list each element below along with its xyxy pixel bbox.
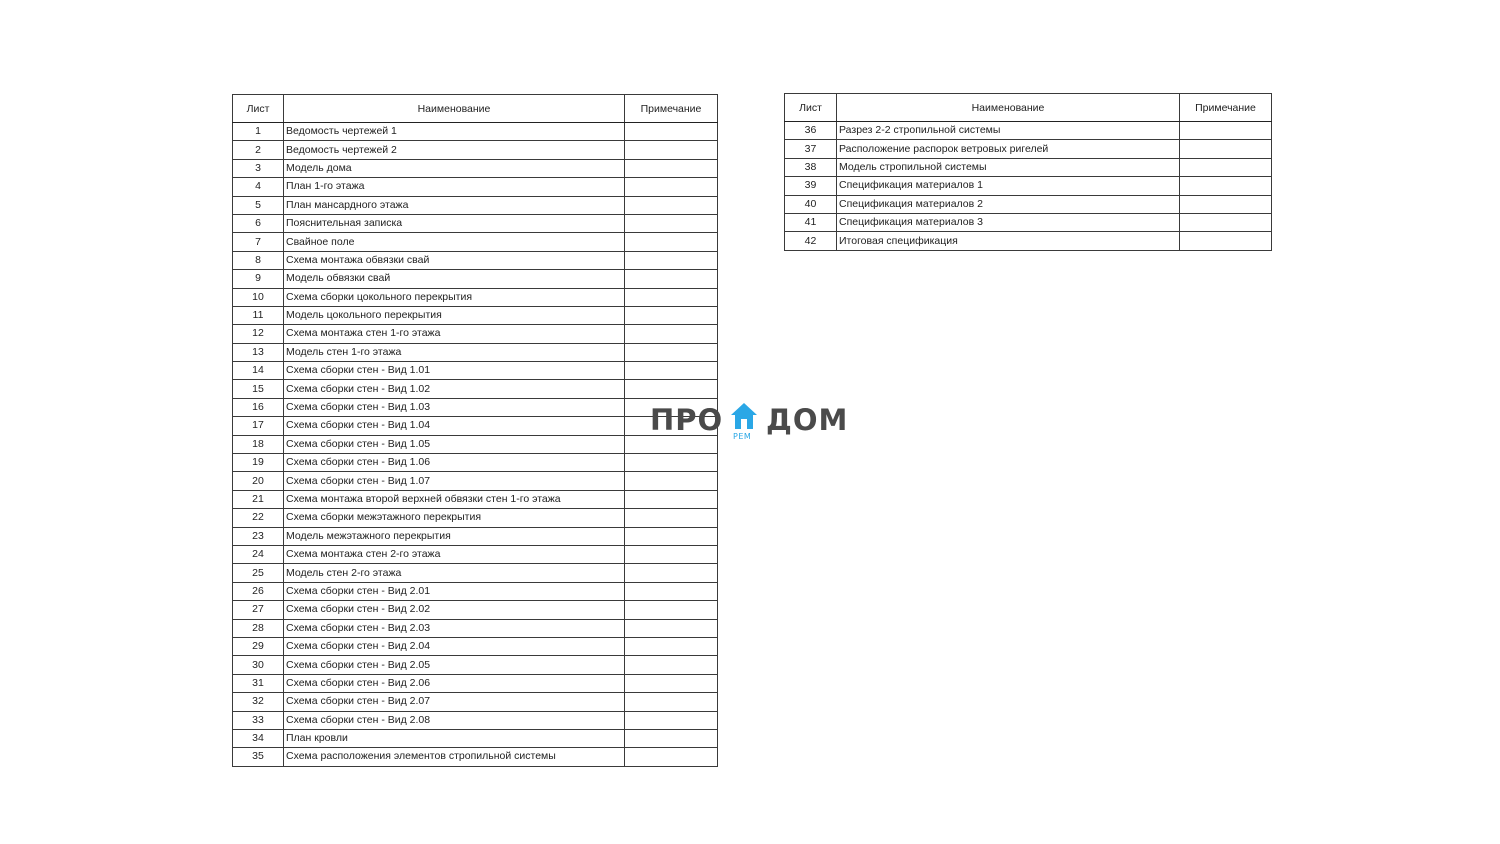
table-row: [233, 196, 718, 214]
sheet-number-cell: 30: [233, 656, 284, 674]
sheet-number-cell: 37: [785, 140, 837, 158]
sheet-note-cell: [625, 325, 718, 343]
sheet-name-cell: Схема сборки стен - Вид 2.07: [284, 693, 625, 711]
sheet-note-cell: [625, 196, 718, 214]
sheet-number-cell: 22: [233, 509, 284, 527]
sheet-number-cell: 6: [233, 214, 284, 232]
table-row: [785, 140, 1272, 158]
sheet-name-cell: Схема сборки стен - Вид 1.07: [284, 472, 625, 490]
sheet-number-cell: 27: [233, 601, 284, 619]
table-row: [785, 122, 1272, 140]
sheet-note-cell: [625, 748, 718, 766]
sheet-name-cell: План мансардного этажа: [284, 196, 625, 214]
sheet-name-cell: Схема сборки стен - Вид 2.06: [284, 674, 625, 692]
sheet-note-cell: [625, 729, 718, 747]
sheet-name-cell: Схема сборки межэтажного перекрытия: [284, 509, 625, 527]
drawing-list-table-right: [784, 93, 1272, 251]
sheet-note-cell: [625, 527, 718, 545]
sheet-number-cell: 25: [233, 564, 284, 582]
sheet-number-cell: 26: [233, 582, 284, 600]
table-row: [233, 711, 718, 729]
sheet-name-cell: Схема сборки стен - Вид 2.02: [284, 601, 625, 619]
sheet-name-cell: Модель дома: [284, 159, 625, 177]
sheet-name-cell: Схема сборки стен - Вид 1.01: [284, 362, 625, 380]
table-row: [233, 417, 718, 435]
sheet-number-cell: 38: [785, 158, 837, 176]
sheet-name-cell: Схема сборки стен - Вид 2.03: [284, 619, 625, 637]
sheet-note-cell: [625, 674, 718, 692]
sheet-note-cell: [625, 159, 718, 177]
table-row: [233, 159, 718, 177]
sheet-name-cell: Спецификация материалов 2: [837, 195, 1180, 213]
sheet-number-cell: 23: [233, 527, 284, 545]
sheet-name-cell: Схема сборки стен - Вид 1.02: [284, 380, 625, 398]
table-row: [233, 214, 718, 232]
sheet-number-cell: 15: [233, 380, 284, 398]
sheet-number-cell: 17: [233, 417, 284, 435]
header-name: Наименование: [837, 94, 1180, 122]
sheet-note-cell: [625, 214, 718, 232]
header-sheet: Лист: [233, 95, 284, 123]
sheet-name-cell: Итоговая спецификация: [837, 232, 1180, 250]
sheet-name-cell: Модель межэтажного перекрытия: [284, 527, 625, 545]
sheet-note-cell: [625, 637, 718, 655]
table-row: [233, 251, 718, 269]
table-row: [233, 178, 718, 196]
sheet-number-cell: 29: [233, 637, 284, 655]
sheet-note-cell: [625, 472, 718, 490]
sheet-name-cell: Разрез 2-2 стропильной системы: [837, 122, 1180, 140]
table-row: [233, 748, 718, 766]
sheet-name-cell: Схема расположения элементов стропильной системы: [284, 748, 625, 766]
table-row: [233, 582, 718, 600]
table-row: [233, 233, 718, 251]
table-row: [233, 637, 718, 655]
sheet-number-cell: 10: [233, 288, 284, 306]
table-row: [233, 343, 718, 361]
table-row: [233, 435, 718, 453]
sheet-number-cell: 11: [233, 306, 284, 324]
table-row: [785, 213, 1272, 231]
sheet-note-cell: [625, 619, 718, 637]
sheet-note-cell: [625, 380, 718, 398]
sheet-note-cell: [1180, 177, 1272, 195]
sheet-name-cell: Расположение распорок ветровых ригелей: [837, 140, 1180, 158]
sheet-number-cell: 32: [233, 693, 284, 711]
sheet-name-cell: Схема сборки стен - Вид 1.03: [284, 398, 625, 416]
sheet-note-cell: [625, 693, 718, 711]
sheet-name-cell: План кровли: [284, 729, 625, 747]
header-sheet: Лист: [785, 94, 837, 122]
sheet-name-cell: Ведомость чертежей 1: [284, 123, 625, 141]
sheet-name-cell: Схема монтажа стен 2-го этажа: [284, 545, 625, 563]
sheet-name-cell: Модель стен 2-го этажа: [284, 564, 625, 582]
drawing-list-table-left: [232, 94, 718, 767]
sheet-name-cell: Схема сборки стен - Вид 2.01: [284, 582, 625, 600]
sheet-number-cell: 13: [233, 343, 284, 361]
sheet-name-cell: Схема монтажа обвязки свай: [284, 251, 625, 269]
sheet-number-cell: 12: [233, 325, 284, 343]
sheet-note-cell: [625, 601, 718, 619]
table-row: [233, 693, 718, 711]
table-header-row: [233, 95, 718, 123]
logo-word-dom: ДОМ: [766, 403, 849, 437]
table-row: [233, 123, 718, 141]
sheet-note-cell: [625, 509, 718, 527]
sheet-number-cell: 21: [233, 490, 284, 508]
sheet-note-cell: [625, 582, 718, 600]
sheet-number-cell: 1: [233, 123, 284, 141]
sheet-note-cell: [625, 545, 718, 563]
sheet-note-cell: [625, 362, 718, 380]
sheet-note-cell: [625, 656, 718, 674]
sheet-name-cell: Модель стропильной системы: [837, 158, 1180, 176]
sheet-name-cell: Схема сборки стен - Вид 1.04: [284, 417, 625, 435]
sheet-note-cell: [625, 123, 718, 141]
table-row: [233, 472, 718, 490]
table-row: [233, 674, 718, 692]
table-row: [233, 362, 718, 380]
sheet-name-cell: Спецификация материалов 1: [837, 177, 1180, 195]
sheet-name-cell: Схема сборки цокольного перекрытия: [284, 288, 625, 306]
header-name: Наименование: [284, 95, 625, 123]
table-row: [233, 545, 718, 563]
logo-subtext: РЕМ: [733, 432, 752, 441]
sheet-number-cell: 19: [233, 454, 284, 472]
table-row: [233, 509, 718, 527]
table-row: [233, 141, 718, 159]
sheet-note-cell: [625, 454, 718, 472]
sheet-number-cell: 3: [233, 159, 284, 177]
table-row: [785, 195, 1272, 213]
sheet-note-cell: [625, 490, 718, 508]
sheet-name-cell: Схема сборки стен - Вид 2.05: [284, 656, 625, 674]
table-row: [785, 232, 1272, 250]
sheet-number-cell: 5: [233, 196, 284, 214]
sheet-note-cell: [625, 288, 718, 306]
sheet-number-cell: 33: [233, 711, 284, 729]
table-row: [233, 306, 718, 324]
sheet-number-cell: 28: [233, 619, 284, 637]
sheet-number-cell: 34: [233, 729, 284, 747]
sheet-number-cell: 16: [233, 398, 284, 416]
sheet-number-cell: 31: [233, 674, 284, 692]
sheet-note-cell: [1180, 140, 1272, 158]
table-row: [233, 490, 718, 508]
sheet-note-cell: [1180, 232, 1272, 250]
table-row: [233, 729, 718, 747]
sheet-note-cell: [625, 564, 718, 582]
sheet-name-cell: Модель обвязки свай: [284, 270, 625, 288]
sheet-note-cell: [625, 141, 718, 159]
table-row: [233, 288, 718, 306]
sheet-number-cell: 42: [785, 232, 837, 250]
sheet-name-cell: Модель цокольного перекрытия: [284, 306, 625, 324]
sheet-note-cell: [625, 178, 718, 196]
sheet-note-cell: [625, 233, 718, 251]
sheet-name-cell: Схема монтажа второй верхней обвязки стен 1-го этажа: [284, 490, 625, 508]
sheet-name-cell: План 1-го этажа: [284, 178, 625, 196]
sheet-number-cell: 2: [233, 141, 284, 159]
header-note: Примечание: [625, 95, 718, 123]
sheet-number-cell: 7: [233, 233, 284, 251]
sheet-note-cell: [1180, 122, 1272, 140]
sheet-name-cell: Ведомость чертежей 2: [284, 141, 625, 159]
sheet-number-cell: 18: [233, 435, 284, 453]
header-note: Примечание: [1180, 94, 1272, 122]
sheet-number-cell: 4: [233, 178, 284, 196]
table-row: [233, 527, 718, 545]
sheet-note-cell: [625, 306, 718, 324]
sheet-note-cell: [1180, 213, 1272, 231]
sheet-name-cell: Спецификация материалов 3: [837, 213, 1180, 231]
sheet-name-cell: Схема монтажа стен 1-го этажа: [284, 325, 625, 343]
sheet-number-cell: 36: [785, 122, 837, 140]
table-row: [233, 380, 718, 398]
table-row: [233, 454, 718, 472]
sheet-name-cell: Схема сборки стен - Вид 1.06: [284, 454, 625, 472]
sheet-note-cell: [625, 270, 718, 288]
sheet-note-cell: [625, 251, 718, 269]
sheet-number-cell: 14: [233, 362, 284, 380]
table-row: [785, 158, 1272, 176]
sheet-name-cell: Схема сборки стен - Вид 2.08: [284, 711, 625, 729]
sheet-number-cell: 41: [785, 213, 837, 231]
table-row: [233, 656, 718, 674]
sheet-number-cell: 8: [233, 251, 284, 269]
table-row: [233, 619, 718, 637]
sheet-number-cell: 39: [785, 177, 837, 195]
sheet-number-cell: 35: [233, 748, 284, 766]
logo-word-pro: ПРО: [650, 403, 724, 437]
sheet-name-cell: Свайное поле: [284, 233, 625, 251]
table-row: [233, 270, 718, 288]
sheet-name-cell: Пояснительная записка: [284, 214, 625, 232]
sheet-note-cell: [1180, 158, 1272, 176]
house-icon: [729, 401, 759, 431]
sheet-note-cell: [1180, 195, 1272, 213]
sheet-number-cell: 20: [233, 472, 284, 490]
table-row: [233, 398, 718, 416]
table-header-row: [785, 94, 1272, 122]
sheet-name-cell: Модель стен 1-го этажа: [284, 343, 625, 361]
sheet-number-cell: 40: [785, 195, 837, 213]
sheet-note-cell: [625, 343, 718, 361]
watermark-logo: [650, 401, 850, 445]
sheet-name-cell: Схема сборки стен - Вид 2.04: [284, 637, 625, 655]
table-row: [233, 564, 718, 582]
table-row: [233, 601, 718, 619]
sheet-name-cell: Схема сборки стен - Вид 1.05: [284, 435, 625, 453]
table-row: [785, 177, 1272, 195]
sheet-number-cell: 9: [233, 270, 284, 288]
sheet-note-cell: [625, 711, 718, 729]
table-row: [233, 325, 718, 343]
sheet-number-cell: 24: [233, 545, 284, 563]
